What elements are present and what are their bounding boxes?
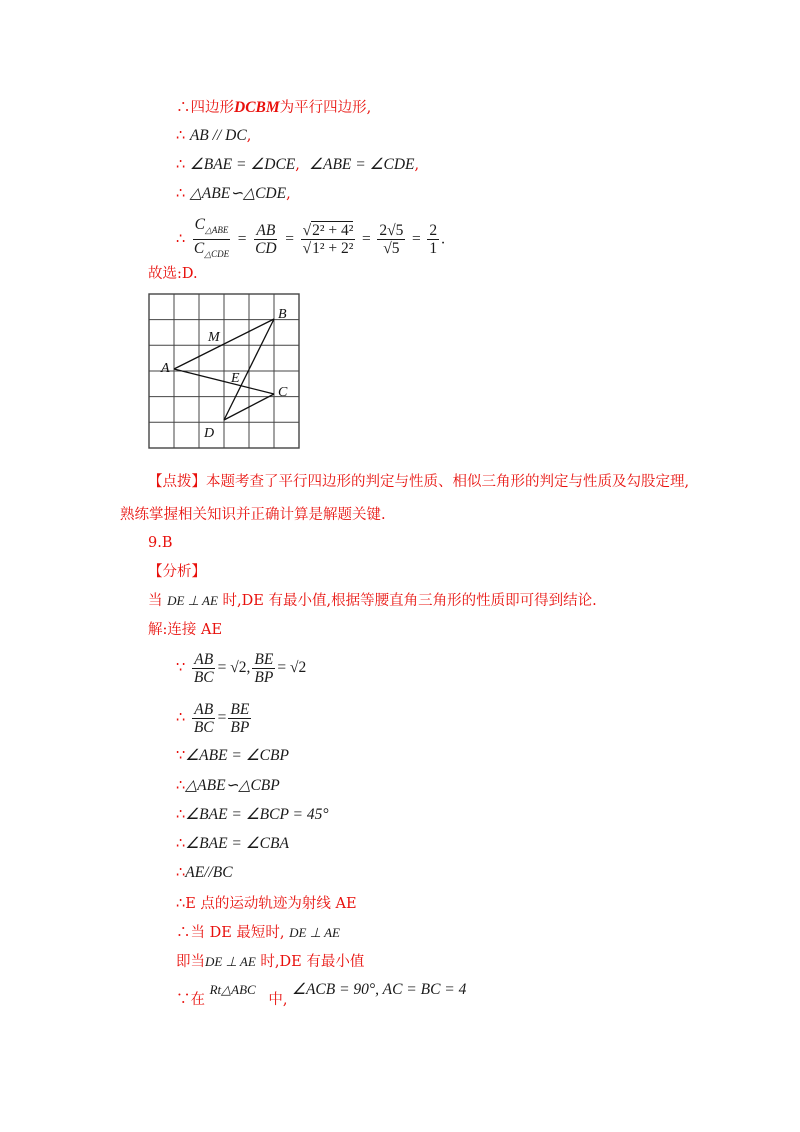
step-similar: ∴△ABE∽△CBP [176,777,280,794]
solution-start: 解:连接 AE [148,622,223,638]
step-45-degrees: ∴∠BAE = ∠BCP = 45° [176,806,329,823]
statement-ab-parallel-dc: ∴ AB // DC, [176,127,252,144]
grid-lines [149,294,299,448]
question-number: 9.B [148,535,173,551]
step-right-triangle: ∵在 Rt△ABC 中, ∠ACB = 90°, AC = BC = 4 [176,981,467,1008]
statement-perimeter-ratio: ∴ $\frac{C_{\triangle ABE}}{C_{\triangle CDE}}$ = $\frac{AB}{CD}$ = $\frac{\text{√2² + 4²}}{\text{√1² + 2²}}$ = $\frac{2√5}{√5}$ = $\frac{2}{1}$ . [176,216,445,263]
label-d: D [204,426,215,441]
label-e: E [231,371,240,386]
label-a: A [161,361,170,376]
fraction-result: $\frac{2}{1}$ [429,222,438,258]
label-m: M [208,330,220,345]
step-bae-cba: ∴∠BAE = ∠CBA [176,835,289,852]
grid-figure [148,293,300,449]
step-angle-abe-cbp: ∵∠ABE = ∠CBP [176,747,289,764]
label-c: C [278,385,288,400]
answer-choice: 故选:D. [148,266,198,282]
step-trajectory: ∴E 点的运动轨迹为射线 AE [176,896,357,912]
statement-similar-triangles: ∴ △ABE∽△CDE, [176,185,291,202]
analysis-text: 当 DE ⊥ AE 时,DE 有最小值,根据等腰直角三角形的性质即可得到结论. [148,593,597,609]
step-de-shortest: ∴当 DE 最短时, DE ⊥ AE [176,925,340,941]
fraction-perimeters: $\frac{C_{\triangle ABE}}{C_{\triangle CDE}}$ [193,216,230,260]
label-b: B [278,307,287,322]
step-equal-ratios: ∴ $\frac{AB}{BC}$ = $\frac{BE}{BP}$ [176,700,250,736]
fraction-ab-cd: $\frac{AB}{CD}$ [255,222,277,258]
step-de-min: 即当DE ⊥ AE 时,DE 有最小值 [176,954,365,970]
fraction-simplified: $\frac{2√5}{√5}$ [379,222,404,258]
step-ae-parallel-bc: ∴AE//BC [176,864,233,881]
statement-equal-angles: ∴ ∠BAE = ∠DCE, ∠ABE = ∠CDE, [176,156,420,173]
dianbo-line-2: 熟练掌握相关知识并正确计算是解题关键. [120,507,386,523]
statement-parallelogram: ∴四边形DCBM为平行四边形, [176,99,372,116]
analysis-heading: 【分析】 [148,564,206,580]
step-ratio-sqrt2: ∵ $\frac{AB}{BC}$ = √2, $\frac{BE}{BP}$ = √2 [176,650,307,686]
dianbo-line-1: 【点拨】本题考查了平行四边形的判定与性质、相似三角形的判定与性质及勾股定理, [148,474,690,490]
fraction-radicals: $\frac{\text{√2² + 4²}}{\text{√1² + 2²}}$ [302,222,354,258]
